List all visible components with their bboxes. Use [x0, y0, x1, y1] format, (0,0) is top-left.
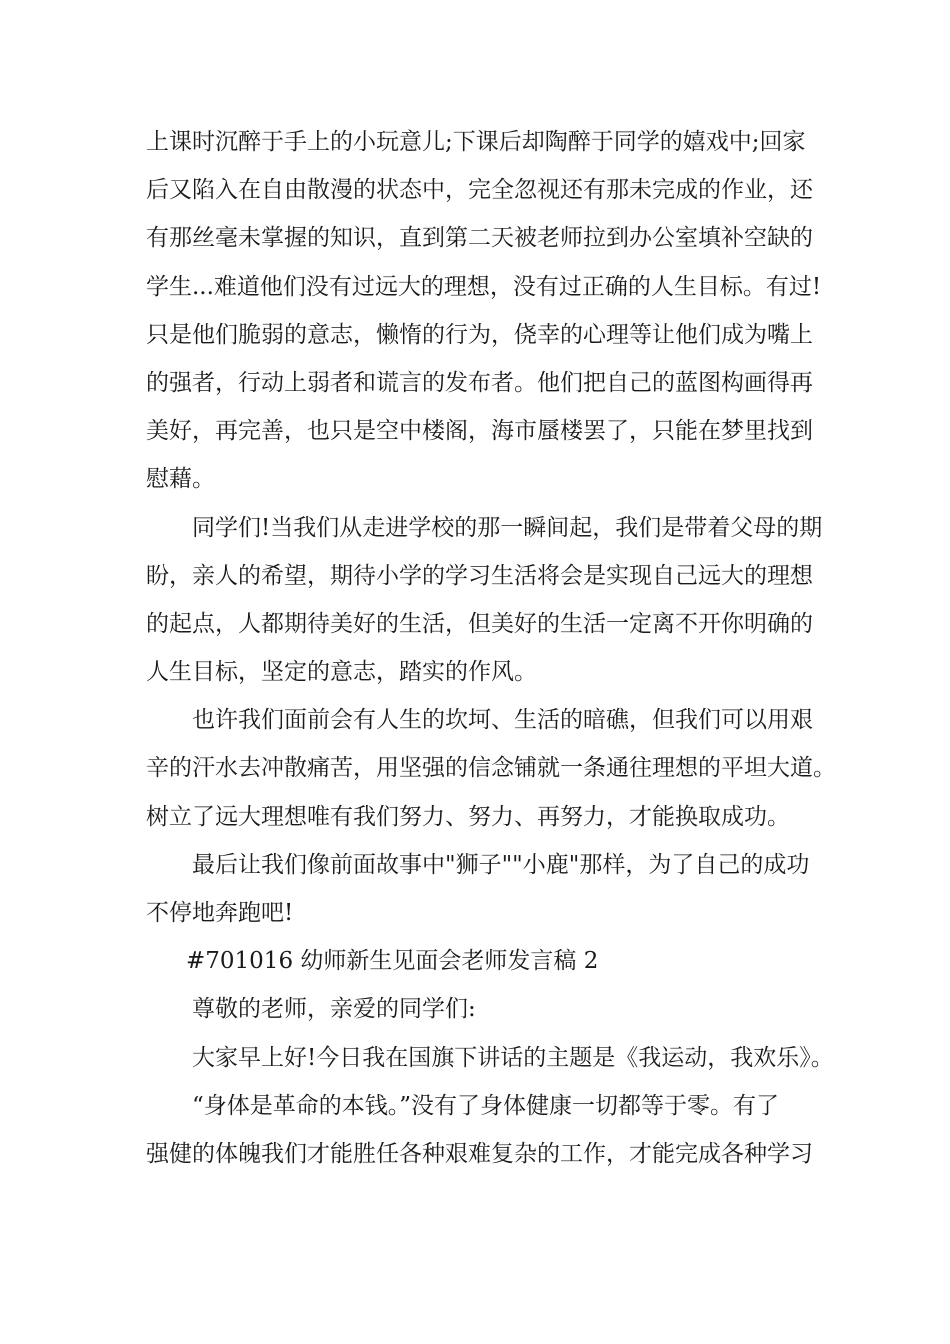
- text-line: 上课时沉醉于手上的小玩意儿;下课后却陶醉于同学的嬉戏中;回家: [146, 129, 806, 155]
- text-line: 辛的汗水去冲散痛苦，用坚强的信念铺就一条通往理想的平坦大道。: [146, 755, 836, 782]
- text-line: 不停地奔跑吧!: [146, 900, 294, 926]
- text-line: 的强者，行动上弱者和谎言的发布者。他们把自己的蓝图构画得再: [146, 369, 813, 396]
- text-line: 美好，再完善，也只是空中楼阁，海市蜃楼罢了，只能在梦里找到: [146, 418, 813, 445]
- text-line: 大家早上好!今日我在国旗下讲话的主题是《我运动，我欢乐》。: [192, 1044, 834, 1071]
- text-line: 同学们!当我们从走进学校的那一瞬间起，我们是带着父母的期: [192, 514, 823, 541]
- document-body: [146, 127, 836, 1187]
- text-line: 人生目标，坚定的意志，踏实的作风。: [146, 659, 537, 686]
- text-line: 盼，亲人的希望，期待小学的学习生活将会是实现自己远大的理想: [146, 562, 813, 589]
- salutation: 尊敬的老师，亲爱的同学们:: [192, 996, 476, 1023]
- text-line: 强健的体魄我们才能胜任各种艰难复杂的工作，才能完成各种学习: [146, 1140, 813, 1167]
- text-line: 最后让我们像前面故事中"狮子""小鹿"那样，为了自己的成功: [192, 851, 810, 878]
- text-line: 慰藉。: [146, 466, 215, 493]
- text-line: 的起点，人都期待美好的生活，但美好的生活一定离不开你明确的: [146, 610, 813, 637]
- text-line: 树立了远大理想唯有我们努力、努力、再努力，才能换取成功。: [146, 803, 790, 830]
- text-line: “身体是革命的本钱。”没有了身体健康一切都等于零。有了: [192, 1092, 780, 1119]
- text-line: 后又陷入在自由散漫的状态中，完全忽视还有那未完成的作业，还: [146, 177, 813, 204]
- text-line: 有那丝毫未掌握的知识，直到第二天被老师拉到办公室填补空缺的: [146, 225, 813, 252]
- text-line: 只是他们脆弱的意志，懒惰的行为，侥幸的心理等让他们成为嘴上: [146, 321, 813, 348]
- text-line: 学生...难道他们没有过远大的理想，没有过正确的人生目标。有过!: [146, 273, 822, 300]
- text-line: 也许我们面前会有人生的坎坷、生活的暗礁，但我们可以用艰: [192, 707, 813, 734]
- section-heading: #701016 幼师新生见面会老师发言稿 2: [186, 948, 599, 975]
